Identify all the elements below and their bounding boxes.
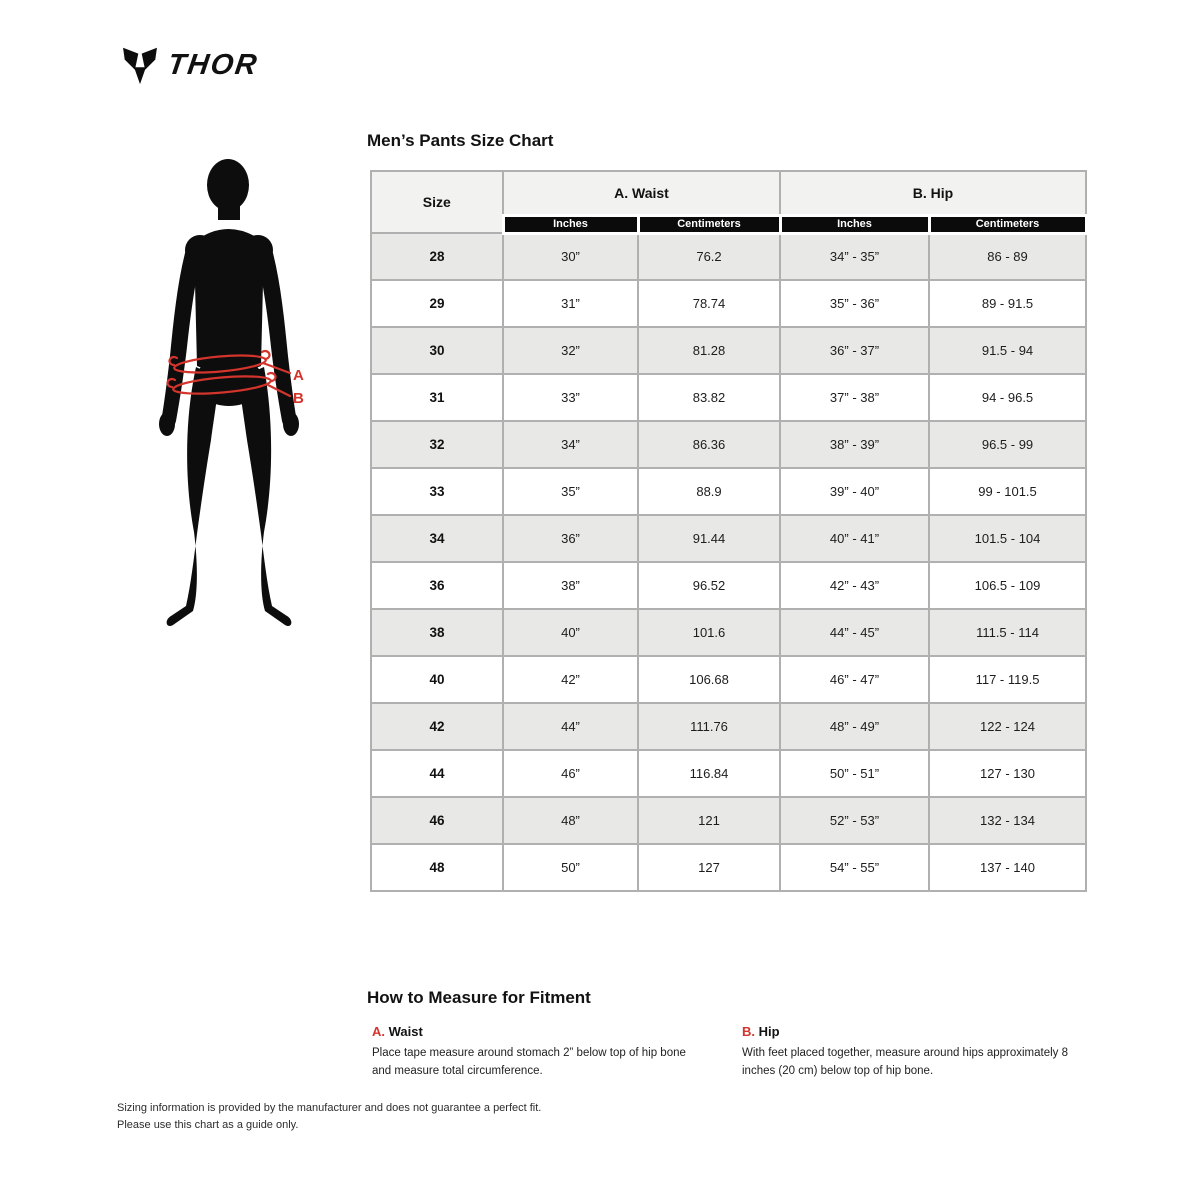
waist-key: A. [372, 1024, 385, 1039]
brand-name: THOR [165, 49, 261, 81]
hip-cm-cell: 117 - 119.5 [929, 656, 1086, 703]
hip-label-b: B [293, 390, 304, 407]
hip-cm-cell: 89 - 91.5 [929, 280, 1086, 327]
size-cell: 44 [371, 750, 503, 797]
size-cell: 32 [371, 421, 503, 468]
hip-cm-cell: 91.5 - 94 [929, 327, 1086, 374]
waist-inches-cell: 42” [503, 656, 638, 703]
hip-inches-cell: 54” - 55” [780, 844, 929, 891]
table-row [371, 609, 1086, 656]
hip-cm-cell: 111.5 - 114 [929, 609, 1086, 656]
hip-cm-cell: 122 - 124 [929, 703, 1086, 750]
waist-cm-cell: 91.44 [638, 515, 780, 562]
group-header-row [371, 171, 1086, 215]
waist-inches-cell: 40” [503, 609, 638, 656]
hip-cm-cell: 96.5 - 99 [929, 421, 1086, 468]
size-cell: 42 [371, 703, 503, 750]
waist-inches-cell: 46” [503, 750, 638, 797]
hip-inches-cell: 50” - 51” [780, 750, 929, 797]
hip-inches-cell: 38” - 39” [780, 421, 929, 468]
body-measurement-figure [140, 152, 360, 652]
hip-key: B. [742, 1024, 755, 1039]
hip-inches-cell: 46” - 47” [780, 656, 929, 703]
hip-description: With feet placed together, measure around hips approximately 8 inches (20 cm) below top of hip bone. [742, 1047, 1069, 1077]
column-group-waist: A. Waist [503, 171, 780, 215]
waist-cm-cell: 96.52 [638, 562, 780, 609]
howto-title: How to Measure for Fitment [367, 988, 591, 1007]
hip-name: Hip [758, 1024, 780, 1039]
waist-inches-cell: 50” [503, 844, 638, 891]
waist-cm-cell: 121 [638, 797, 780, 844]
table-row [371, 515, 1086, 562]
column-header-size: Size [371, 171, 503, 233]
hip-cm-cell: 86 - 89 [929, 233, 1086, 280]
waist-inches-header: Inches [503, 215, 638, 233]
hip-inches-cell: 44” - 45” [780, 609, 929, 656]
size-cell: 33 [371, 468, 503, 515]
hip-cm-cell: 106.5 - 109 [929, 562, 1086, 609]
sizing-disclaimer [117, 1100, 541, 1134]
hip-inches-cell: 36” - 37” [780, 327, 929, 374]
disclaimer-line-1: Sizing information is provided by the manufacturer and does not guarantee a perfect fit. [117, 1102, 542, 1114]
waist-label-a: A [293, 367, 304, 384]
table-row [371, 280, 1086, 327]
hip-cm-cell: 137 - 140 [929, 844, 1086, 891]
size-cell: 48 [371, 844, 503, 891]
waist-cm-cell: 76.2 [638, 233, 780, 280]
size-cell: 29 [371, 280, 503, 327]
waist-inches-cell: 48” [503, 797, 638, 844]
waist-name: Waist [388, 1024, 423, 1039]
waist-inches-cell: 38” [503, 562, 638, 609]
table-row [371, 421, 1086, 468]
table-body [371, 233, 1086, 891]
hip-inches-cell: 48” - 49” [780, 703, 929, 750]
waist-cm-cell: 101.6 [638, 609, 780, 656]
hip-inches-cell: 39” - 40” [780, 468, 929, 515]
waist-cm-cell: 106.68 [638, 656, 780, 703]
hip-inches-cell: 40” - 41” [780, 515, 929, 562]
column-group-hip: B. Hip [780, 171, 1086, 215]
waist-cm-cell: 83.82 [638, 374, 780, 421]
waist-cm-cell: 81.28 [638, 327, 780, 374]
waist-inches-cell: 35” [503, 468, 638, 515]
table-row [371, 374, 1086, 421]
table-header [371, 171, 1086, 233]
table-row [371, 750, 1086, 797]
table-row [371, 844, 1086, 891]
size-cell: 30 [371, 327, 503, 374]
table-row [371, 468, 1086, 515]
waist-cm-cell: 86.36 [638, 421, 780, 468]
size-cell: 28 [371, 233, 503, 280]
page-title: Men’s Pants Size Chart [367, 131, 554, 150]
table-row [371, 703, 1086, 750]
waist-cm-cell: 127 [638, 844, 780, 891]
table-row [371, 797, 1086, 844]
table-row [371, 233, 1086, 280]
waist-cm-cell: 116.84 [638, 750, 780, 797]
size-cell: 38 [371, 609, 503, 656]
hip-cm-cell: 132 - 134 [929, 797, 1086, 844]
waist-inches-cell: 32” [503, 327, 638, 374]
waist-centimeters-header: Centimeters [638, 215, 780, 233]
hip-inches-header: Inches [780, 215, 929, 233]
hip-inches-cell: 37” - 38” [780, 374, 929, 421]
waist-cm-cell: 88.9 [638, 468, 780, 515]
waist-inches-cell: 44” [503, 703, 638, 750]
size-cell: 31 [371, 374, 503, 421]
size-cell: 36 [371, 562, 503, 609]
size-cell: 46 [371, 797, 503, 844]
hip-cm-cell: 94 - 96.5 [929, 374, 1086, 421]
waist-inches-cell: 30” [503, 233, 638, 280]
hip-inches-cell: 52” - 53” [780, 797, 929, 844]
hip-inches-cell: 42” - 43” [780, 562, 929, 609]
thor-horns-icon [122, 46, 158, 85]
waist-inches-cell: 34” [503, 421, 638, 468]
size-chart-table [370, 170, 1088, 892]
waist-inches-cell: 33” [503, 374, 638, 421]
thor-logo [122, 46, 261, 85]
waist-inches-cell: 36” [503, 515, 638, 562]
size-cell: 34 [371, 515, 503, 562]
table-row [371, 562, 1086, 609]
waist-cm-cell: 111.76 [638, 703, 780, 750]
howto-hip-section [742, 1024, 1092, 1081]
table-row [371, 656, 1086, 703]
hip-inches-cell: 35” - 36” [780, 280, 929, 327]
size-cell: 40 [371, 656, 503, 703]
waist-inches-cell: 31” [503, 280, 638, 327]
hip-cm-cell: 99 - 101.5 [929, 468, 1086, 515]
howto-waist-section [372, 1024, 707, 1081]
hip-inches-cell: 34” - 35” [780, 233, 929, 280]
disclaimer-line-2: Please use this chart as a guide only. [117, 1119, 299, 1132]
table-row [371, 327, 1086, 374]
hip-cm-cell: 127 - 130 [929, 750, 1086, 797]
waist-description: Place tape measure around stomach 2” below top of hip bone and measure total circumference. [372, 1047, 686, 1077]
waist-cm-cell: 78.74 [638, 280, 780, 327]
hip-cm-cell: 101.5 - 104 [929, 515, 1086, 562]
hip-centimeters-header: Centimeters [929, 215, 1086, 233]
